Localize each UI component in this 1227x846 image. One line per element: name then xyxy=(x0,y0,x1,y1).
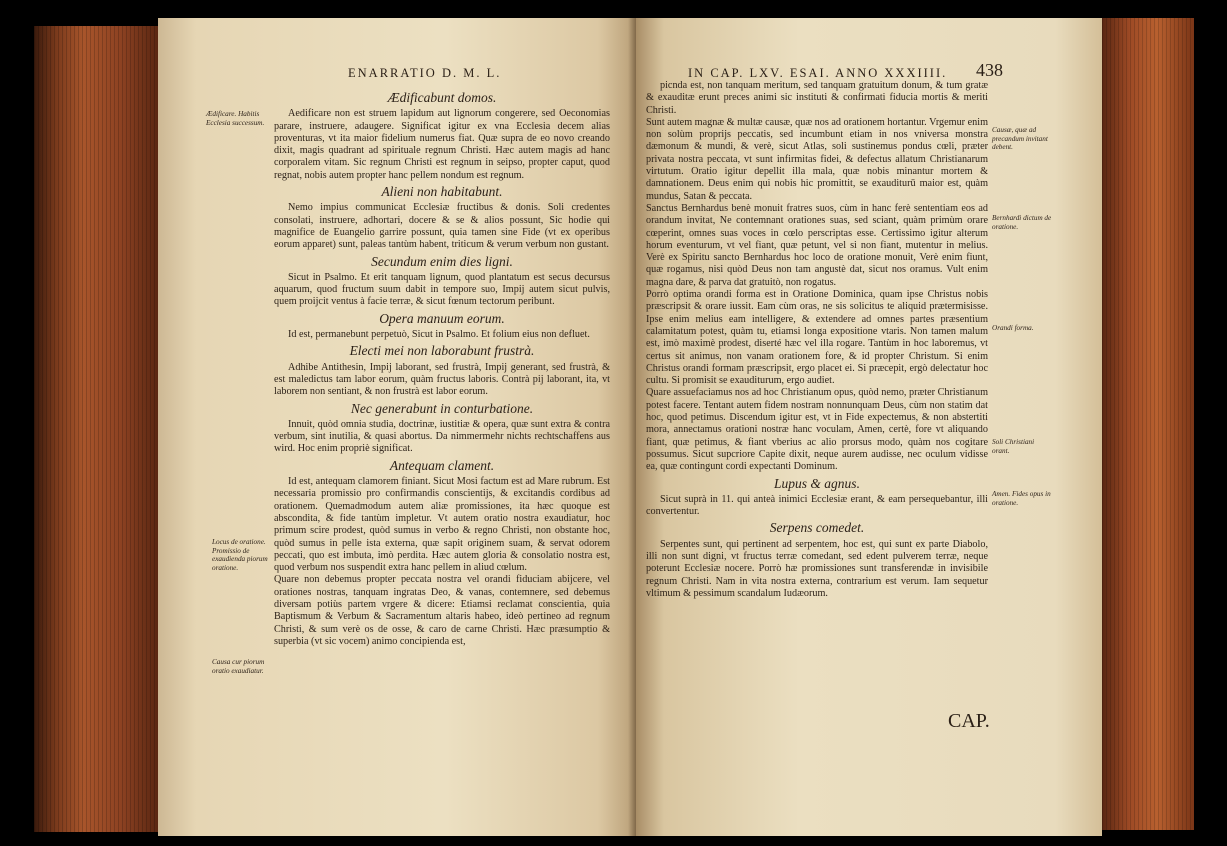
section-heading: Lupus & agnus. xyxy=(774,475,860,491)
section-heading: Ædificabunt domos. xyxy=(387,90,497,105)
section-heading: Serpens comedet. xyxy=(769,520,865,536)
page-number: 438 xyxy=(976,60,1003,80)
section-body: Serpentes sunt, qui pertinent ad serpentem, hoc est, qui sunt ex parte Diabolo, illi non sunt digni, vt fructus terræ comedant, sed edent pulverem terræ, neque poterunt Ecclesiæ nocere. Porrò hæ promissiones sunt transferendæ in invisibile regnum Christi. Nam in vita nostra externa, contrarium est verum. Iam sequetur vltimum & pessimum scandalum Iudæorum. xyxy=(646,538,988,599)
section-heading: Antequam clament. xyxy=(389,457,495,473)
catchword: CAP. xyxy=(948,710,990,732)
right-margin-note-3: Orandi forma. xyxy=(992,324,1034,332)
left-margin-note-1: Ædificare. Habitis Ecclesia successum. xyxy=(206,110,265,127)
section-heading: Electi mei non laborabunt frustrà. xyxy=(349,343,535,359)
section-body: picnda est, non tanquam meritum, sed tanquam gratuitum donum, & tum gratæ & exauditæ erunt preces animi sic instituti & confirmati fiducia mortis & meriti Christi. Sunt autem magnæ & multæ causæ, quæ nos ad orationem hortantur. Vrgemur enim non solùm proprijs peccatis, sed incumbunt etiam in nos vniversa monstra dæmonum & mundi, & verè, sicut Atlas, soli sustinemus pondus cœli, præter privata nostra peccata, vt sunt infirmitas fidei, & defectus allatum Christianarum virtutum. Oratio igitur depellit illa mala, quæ nobis minantur mortem & damnationem. Deus enim qui nobis hic promittit, se exauditurū maior est, quàm mundus, Satan & peccata. Sanctus Bernhardus benè monuit fratres suos, cùm in hanc ferè sententiam eos ad orandum invitat, Ne contemnant orationes suas, sed sciant, quàm primùm orare cœperint, omnes suas voces in cœlo perscriptas esse. Certissimo igitur alterum horum eventurum, vt vel fiant, quæ petunt, vel si non fiant, mutentur in melius. Verè ex Spiritu sancto Bernhardus hoc loco de oratione monuit, Verè enim fiunt, quæ rogamus, nisi quòd Deus non tam angustè dat, sicut nos oramus. Vult enim magna dare, & parva dat gratuitò, non rogatus. Porrò optima orandi forma est in Oratione Dominica, quam ipse Christus nobis præscripsit & orare iussit. Eam cùm oras, ne sis solicitus te aliquid prætermisisse. Ipse enim melius eam intelligere, & extendere ad omnes partes præsentium calamitatum potest, quàm tu, etiamsi longa expositione vtaris. Non tamen malum est, imò maximè prodest, diserté hæc vel illa rogare. Tantùm in hoc laboremus, vt certus sit animus, non vanam orationem fore, & id propter Christum. Si enim Christus orandi formam præscripsit, ergo placet ei. Si præcepit, ergò delectatur hoc cultu. Si promisit se exauditurum, ergo audiet. Quare assuefaciamus nos ad hoc Christianum opus, quòd nemo, præter Christianum potest facere. Tentant autem fidem nostram nonnunquam Deus, cùm non statim dat hoc, quod petimus. Discendum igitur est, vt in Fide expectemus, & non abstertiti mora, annectamus orationi nostræ hanc voculam, Amen, certè, fore vt aliquando fiant, quæ petimus, & fiant vberius ac alio prorsus modo, quàm nos cogitare possumus. Sicut supcriore Capite dixit, neque aurem audisse, nec oculum vidisse ea, quæ contingunt cordi expectanti Dominum. xyxy=(646,80,988,473)
left-page-edges xyxy=(34,26,158,832)
section-body: Aedificare non est struem lapidum aut lignorum congerere, sed Oeconomias parare, instruere, adaugere. Significat igitur ex vna Ecclesia decem alias proventuras, vt ita maior fidelium numerus fiat. Quæ supra de eo novo creando dixit, magis quadrant ad spirituale regnum Christi. Hæc autem magis ad hanc corporalem vitam. Sic regnum Christi est regnum in seipso, propter caput, quod regnat, nobis autem propter hanc pellem nondum est regnum. xyxy=(274,108,610,181)
left-text-column xyxy=(274,90,610,652)
left-page xyxy=(158,18,636,836)
open-book xyxy=(34,12,1194,836)
section-heading: Secundum enim dies ligni. xyxy=(371,253,513,269)
section-body: Innuit, quòd omnia studia, doctrinæ, iustitiæ & opera, quæ sunt extra & contra verbum, sint inutilia, & quasi abortus. Da nimmermehr nichts rechtschaffens aus wird. Hoc enim propriè significat. xyxy=(274,418,610,455)
section-heading: Opera manuum eorum. xyxy=(379,310,505,326)
right-margin-note-2: Bernhardi dictum de oratione. xyxy=(992,214,1052,231)
right-margin-note-4: Soli Christiani orant. xyxy=(992,438,1035,455)
section-body: Sicut suprà in 11. qui anteà inimici Ecclesiæ erant, & eam persequebantur, illi convertentur. xyxy=(646,493,988,518)
left-margin-note-2: Locus de oratione. Promissio de exaudienda piorum oratione. xyxy=(212,538,268,572)
section-heading: Nec generabunt in conturbatione. xyxy=(350,400,534,416)
left-margin-note-3: Causa cur piorum oratio exaudiatur. xyxy=(212,658,265,675)
right-running-head: IN CAP. LXV. ESAI. ANNO XXXIIII. xyxy=(688,66,948,80)
section-body: Id est, antequam clamorem finiant. Sicut Mosi factum est ad Mare rubrum. Est necessaria promissio pro confirmandis conscientijs, & excitandis cordibus ad orationem. Quemadmodum autem aliæ promissiones, ita hæc quoque est abscondita, & fide tantùm impletur. Vt autem oratio nostra exaudiatur, hoc primum scire prodest, quòd sumus in verbo & regno Christi, non obstante hoc, quòd sumus in pelle ista externa, quæ sapit originem suam, & servat odorem peccati, quo est imbuta, imò perdita. Hæc autem gloria & consolatio nostra est, quod verbum nos suspendit extra hanc pellem in aliud cœlum. Quare non debemus propter peccata nostra vel orandi fiduciam abijcere, vel orationes nostras, tanquam ingratas Deo, & vanas, contemnere, sed debemus diversam potiùs partem vrgere & dicere: Etiamsi reclamat conscientia, quia Baptismum & Verbum & Sacramentum altaris habeo, ideò pertineo ad regnum Christi, & sum verè os de osse, & caro de carne Christi. Hæc præsumptio & superbia (vt sic vocem) animo concipienda est, xyxy=(274,476,610,647)
left-running-head: ENARRATIO D. M. L. xyxy=(348,66,502,80)
right-margin-note-1: Causæ, quæ ad precandum invitant debent. xyxy=(992,126,1048,152)
right-margin-note-5: Amen. Fides opus in oratione. xyxy=(992,490,1051,507)
section-body: Adhibe Antithesin, Impij laborant, sed frustrà, Impij generant, sed frustrà, & est maledictus tam labor eorum, quàm fructus laboris. Contrà pij laborant, ita, vt laborem non sentiant, & non frustrà est labor eorum. xyxy=(274,361,610,398)
right-page-edges xyxy=(1102,18,1194,830)
section-heading: Alieni non habitabunt. xyxy=(381,184,503,200)
right-text-column xyxy=(646,80,988,604)
right-page xyxy=(636,18,1102,836)
section-body: Nemo impius communicat Ecclesiæ fructibus & donis. Soli credentes consolati, instruere, adhortari, docere & se & alios possunt, Sic hodie qui magnifice de Euangelio garrire possunt, quia tamen sine Fide (vt ex operibus eorum apparet) sunt, paleas tantùm habent, triticum & verum verbum non gustant. xyxy=(274,202,610,251)
section-body: Id est, permanebunt perpetuò, Sicut in Psalmo. Et folium eius non defluet. xyxy=(288,329,590,341)
section-body: Sicut in Psalmo. Et erit tanquam lignum, quod plantatum est secus decursus aquarum, quod fructum suum dabit in tempore suo, Impij autem sicut pulvis, quem proijcit ventus à facie terræ, & sicut fœnum tectorum peribunt. xyxy=(274,271,610,308)
